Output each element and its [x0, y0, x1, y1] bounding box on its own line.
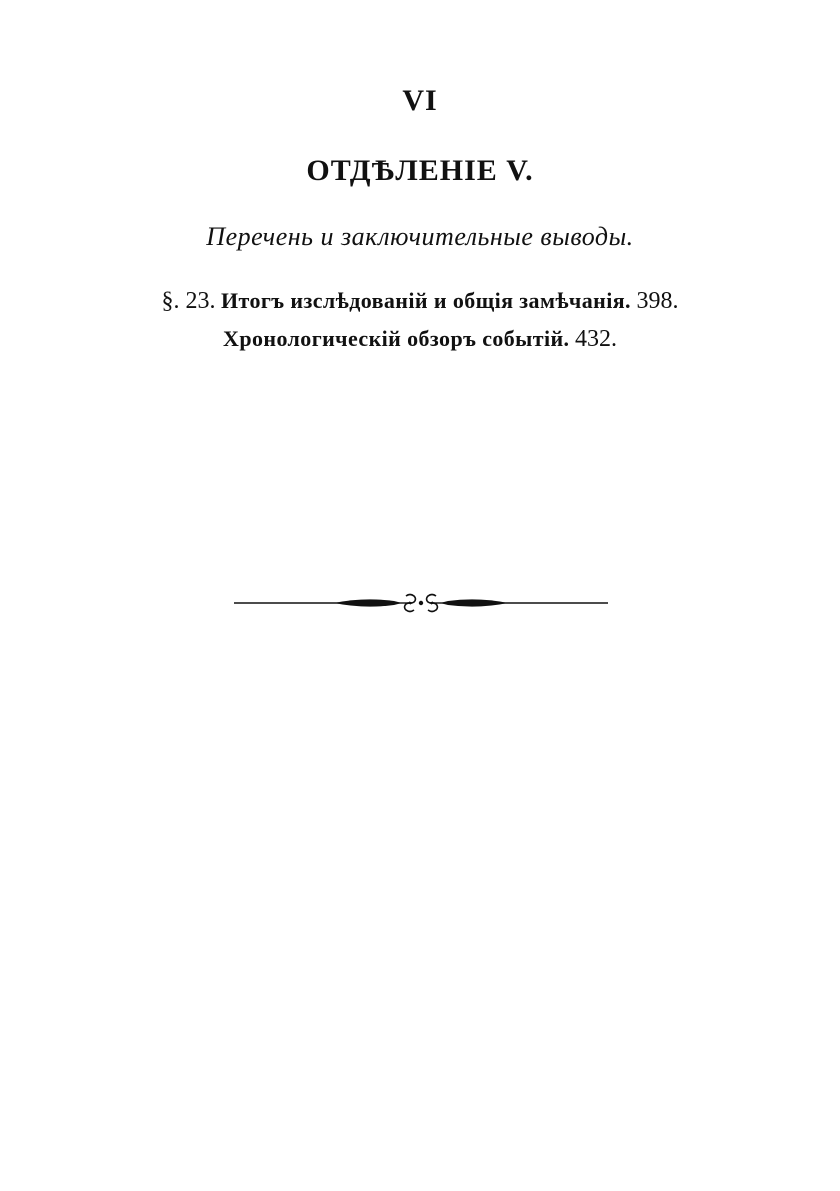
toc-entry-page: 432. [574, 326, 617, 352]
decorative-rule-icon [234, 592, 608, 614]
toc-entry [0, 288, 840, 315]
toc-entry-title: Хронологическій обзоръ событій. [223, 326, 570, 351]
section-subtitle: Перечень и заключительные выводы. [206, 222, 634, 251]
toc-entry-page: 398. [636, 288, 679, 314]
toc-entry-marker: §. 23. [161, 288, 216, 314]
toc-entry [0, 326, 840, 353]
page-number: VI [402, 84, 438, 117]
section-heading: ОТДѢЛЕНІЕ V. [306, 154, 534, 187]
toc-entry-title: Итогъ изслѣдованій и общія замѣчанія. [221, 288, 631, 313]
